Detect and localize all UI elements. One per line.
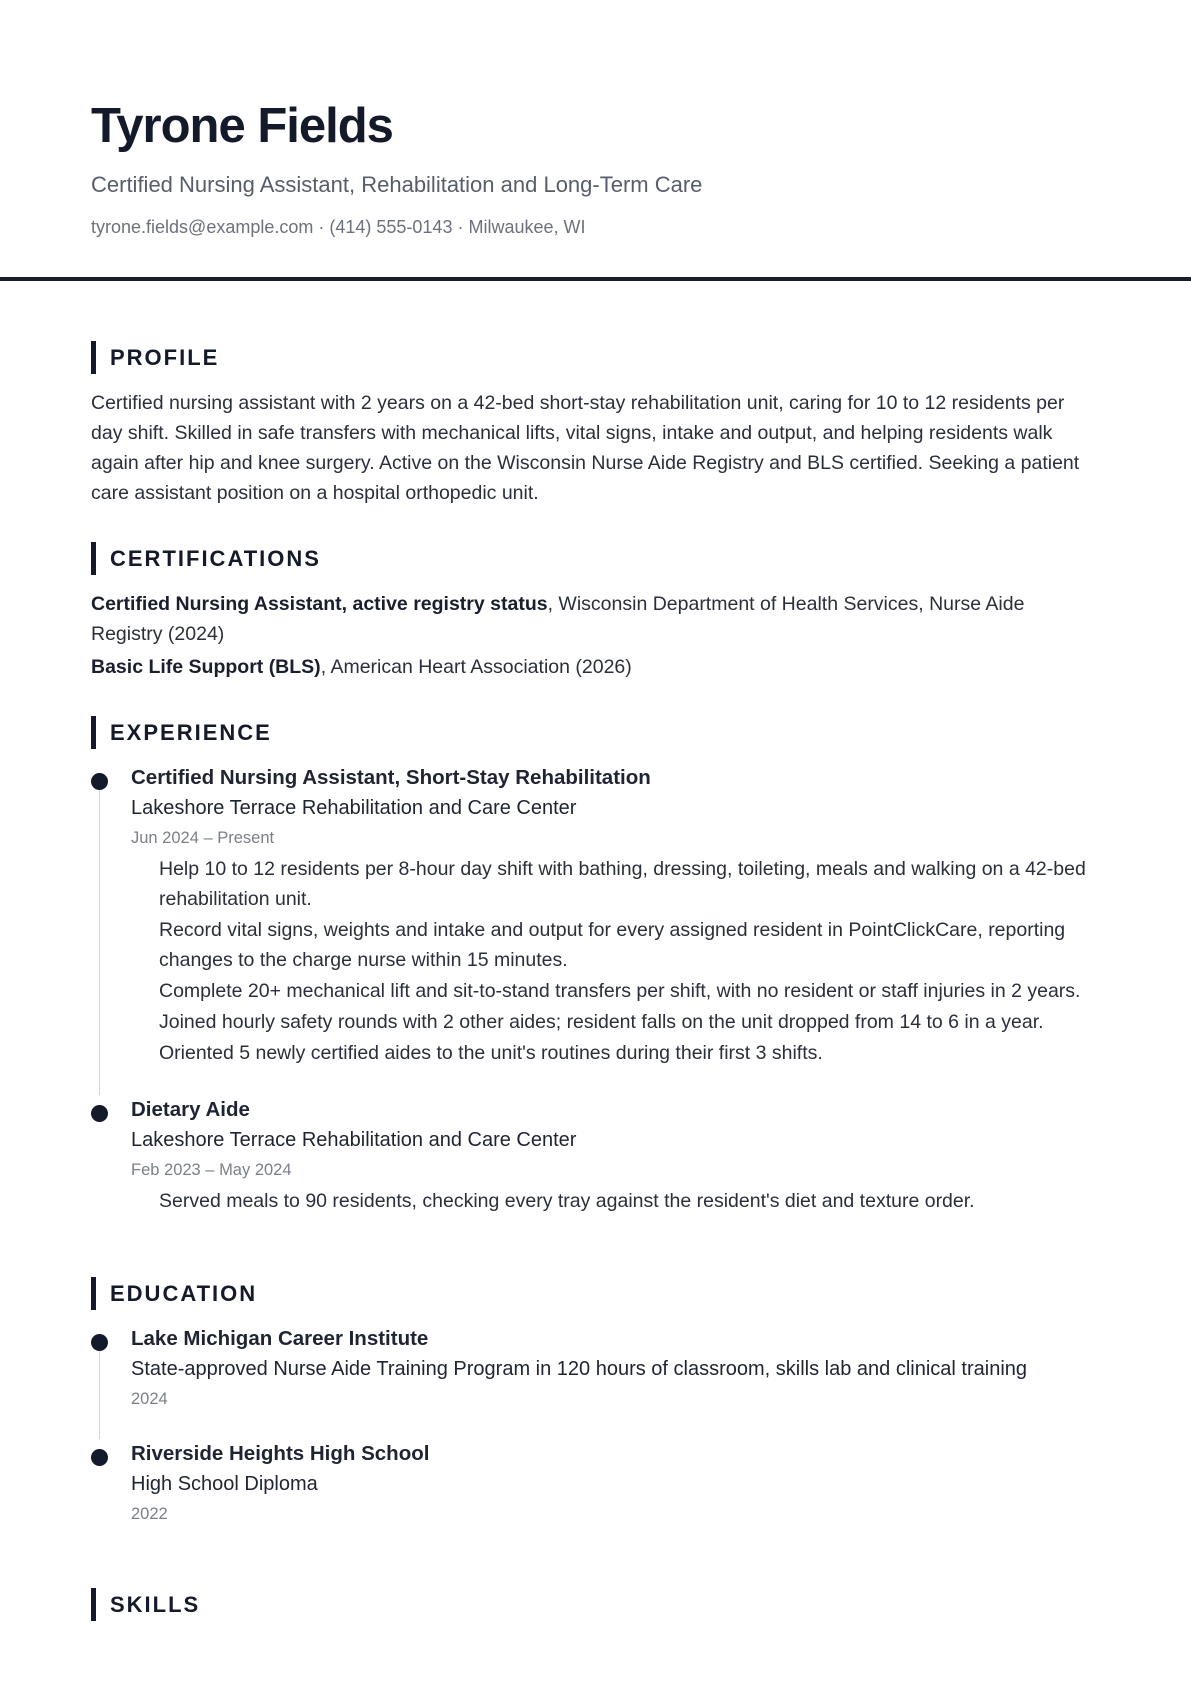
job-bullets: [131, 1186, 1100, 1216]
timeline-dot: [91, 1334, 108, 1351]
certification-detail: , American Heart Association (2026): [320, 656, 632, 678]
certifications-heading: [91, 542, 1100, 575]
job-dates: Jun 2024 – Present: [131, 829, 275, 847]
timeline-dot: [91, 1105, 108, 1122]
job-role: Certified Nursing Assistant, Short-Stay Rehabilitation: [131, 766, 651, 789]
profile-summary: Certified nursing assistant with 2 years on a 42-bed short-stay rehabilitation unit, caring for 10 to 12 residents per day shift. Skilled in safe transfers with mechanical lifts, vital signs, intake and output, and helping residents walk again after hip and knee surgery. Active on the Wisconsin Nurse Aide Registry and BLS certified. Seeking a patient care assistant position on a hospital orthopedic unit.: [91, 392, 1080, 504]
job-bullets: [131, 854, 1100, 1068]
education-title: EDUCATION: [110, 1280, 258, 1306]
job-bullet: Record vital signs, weights and intake and output for every assigned resident in PointClickCare, reporting changes to the charge nurse within 15 minutes.: [159, 919, 1066, 971]
profile-heading: [91, 341, 1100, 374]
experience-title: EXPERIENCE: [110, 719, 272, 745]
resume-header: [0, 0, 1191, 281]
school-year: 2024: [131, 1390, 168, 1408]
education-entry: [91, 1324, 1100, 1439]
experience-section: [91, 716, 1100, 1243]
timeline-line: [99, 790, 100, 1095]
timeline-dot: [91, 1449, 108, 1466]
school-year: 2022: [131, 1505, 168, 1523]
certification-name: Certified Nursing Assistant, active registry status: [91, 593, 548, 615]
certification-item: [91, 589, 1100, 649]
job-employer: Lakeshore Terrace Rehabilitation and Care Center: [131, 1129, 577, 1151]
school-program: High School Diploma: [131, 1473, 318, 1495]
experience-heading: [91, 716, 1100, 749]
education-section: [91, 1277, 1100, 1554]
job-bullet: Served meals to 90 residents, checking every tray against the resident's diet and texture order.: [159, 1190, 975, 1212]
job-bullet: Joined hourly safety rounds with 2 other aides; resident falls on the unit dropped from 14 to 6 in a year.: [159, 1011, 1044, 1033]
section-accent-bar: [91, 716, 96, 749]
job-bullet: Help 10 to 12 residents per 8-hour day shift with bathing, dressing, toileting, meals and walking on a 42-bed rehabilitation unit.: [159, 858, 1086, 910]
job-employer: Lakeshore Terrace Rehabilitation and Care Center: [131, 797, 577, 819]
skills-heading: [91, 1588, 1100, 1621]
contact-line: tyrone.fields@example.com · (414) 555-0143 · Milwaukee, WI: [91, 217, 586, 237]
education-entry: [91, 1439, 1100, 1554]
certification-detail: , Wisconsin Department of Health Services, Nurse Aide Registry (2024): [91, 593, 1025, 645]
section-accent-bar: [91, 542, 96, 575]
certifications-title: CERTIFICATIONS: [110, 545, 321, 571]
section-accent-bar: [91, 1588, 96, 1621]
job-role: Dietary Aide: [131, 1098, 250, 1121]
certifications-section: [91, 542, 1100, 682]
job-dates: Feb 2023 – May 2024: [131, 1161, 292, 1179]
candidate-headline: Certified Nursing Assistant, Rehabilitation and Long-Term Care: [91, 172, 703, 197]
school-program: State-approved Nurse Aide Training Program in 120 hours of classroom, skills lab and clinical training: [131, 1358, 1028, 1380]
skills-title: SKILLS: [110, 1591, 201, 1617]
section-accent-bar: [91, 341, 96, 374]
experience-entry: [91, 763, 1100, 1095]
job-bullet: Oriented 5 newly certified aides to the unit's routines during their first 3 shifts.: [159, 1042, 823, 1064]
school-name: Riverside Heights High School: [131, 1442, 430, 1465]
candidate-name: Tyrone Fields: [91, 99, 393, 153]
profile-title: PROFILE: [110, 344, 220, 370]
education-heading: [91, 1277, 1100, 1310]
certification-item: [91, 652, 1100, 682]
section-accent-bar: [91, 1277, 96, 1310]
job-bullet: Complete 20+ mechanical lift and sit-to-stand transfers per shift, with no resident or staff injuries in 2 years.: [159, 980, 1081, 1002]
experience-entry: [91, 1095, 1100, 1243]
resume-body: [0, 281, 1191, 1621]
skills-section: [91, 1588, 1100, 1621]
timeline-dot: [91, 773, 108, 790]
profile-section: [91, 341, 1100, 508]
timeline-line: [99, 1351, 100, 1439]
certification-name: Basic Life Support (BLS): [91, 656, 321, 678]
school-name: Lake Michigan Career Institute: [131, 1327, 429, 1350]
